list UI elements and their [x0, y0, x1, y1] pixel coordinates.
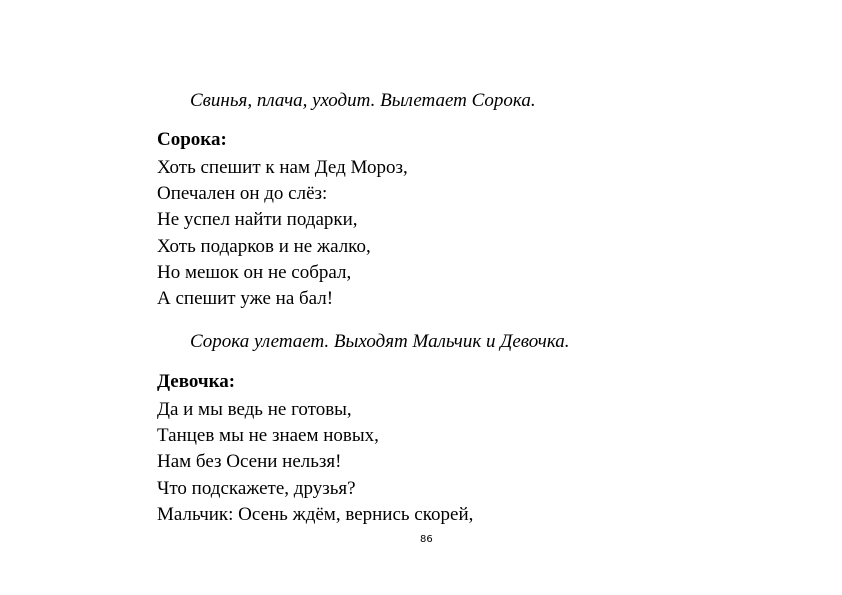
verse-line: Хоть подарков и не жалко, — [157, 235, 371, 257]
verse-line: Танцев мы не знаем новых, — [157, 425, 379, 447]
verse-line: Не успел найти подарки, — [157, 209, 358, 231]
stage-direction-1: Свинья, плача, уходит. Вылетает Сорока. — [190, 90, 536, 111]
speaker-soroka: Сорока: — [157, 129, 227, 150]
stage-direction-2: Сорока улетает. Выходят Мальчик и Девочка. — [190, 331, 570, 352]
verse-soroka — [157, 155, 408, 312]
verse-line: Да и мы ведь не готовы, — [157, 399, 352, 420]
verse-devochka — [157, 397, 473, 528]
verse-line: Но мешок он не собрал, — [157, 261, 352, 283]
verse-line: Что подскажете, друзья? — [157, 477, 356, 499]
verse-line: Хоть спешит к нам Дед Мороз, — [157, 157, 408, 178]
verse-line: Мальчик: Осень ждём, вернись скорей, — [157, 503, 474, 525]
speaker-devochka: Девочка: — [157, 371, 236, 392]
verse-line: Нам без Осени нельзя! — [157, 451, 342, 473]
verse-line: Опечален он до слёз: — [157, 183, 328, 205]
page-number: 86 — [420, 534, 433, 545]
verse-line: А спешит уже на бал! — [157, 288, 334, 310]
